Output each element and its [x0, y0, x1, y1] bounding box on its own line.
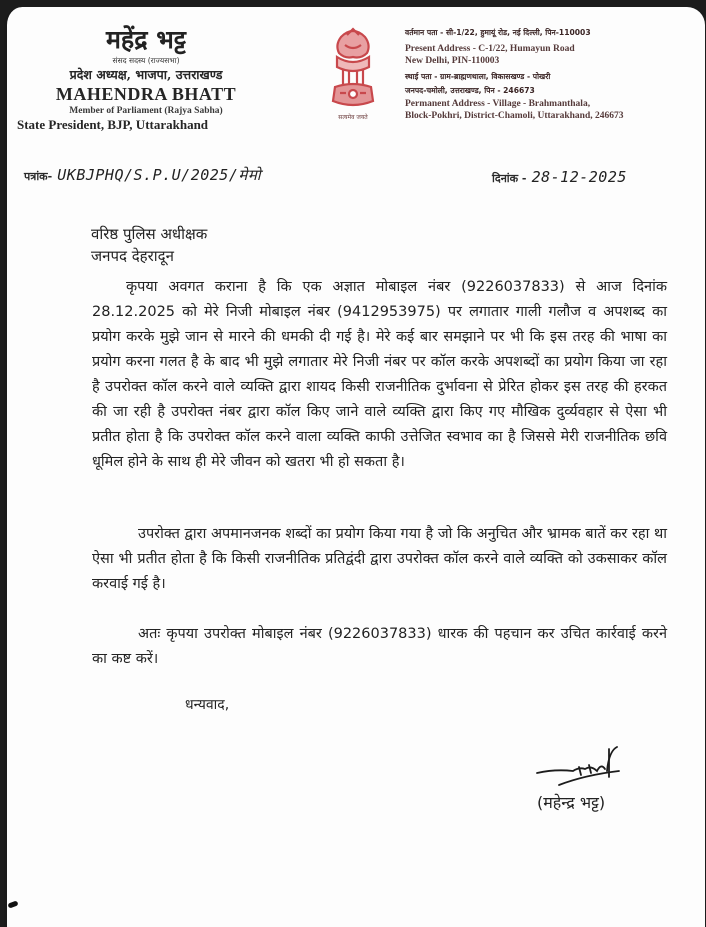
body-paragraph-2 — [92, 522, 667, 597]
signatory-name: (महेन्द्र भट्ट) — [537, 793, 606, 812]
present-address-english-line1: Present Address - C-1/22, Humayun Road — [405, 44, 575, 54]
present-address-hindi: वर्तमान पता - सी-1/22, हुमायूं रोड, नई दिल्ली, पिन-110003 — [405, 28, 591, 37]
letterhead-mp-hindi: संसद सदस्य (राज्यसभा) — [112, 56, 180, 65]
reference-number — [24, 165, 261, 185]
letterhead-addresses — [405, 26, 695, 122]
letterhead-mp-english: Member of Parliament (Rajya Sabha) — [69, 106, 223, 116]
permanent-address-english-line1: Permanent Address - Village - Brahmanthala, — [405, 99, 591, 109]
permanent-address-hindi-line2: जनपद-चमोली, उत्तराखण्ड, पिन - 246673 — [405, 86, 535, 95]
date-value: 28-12-2025 — [531, 168, 627, 186]
ink-mark — [7, 900, 18, 908]
letter-page — [4, 7, 705, 927]
letterhead-post-english: State President, BJP, Uttarakhand — [17, 117, 209, 132]
paragraph-text: उपरोक्त द्वारा अपमानजनक शब्दों का प्रयोग किया गया है जो कि अनुचित और भ्रामक बातें कर रहा था ऐसा भी प्रतीत होता है कि किसी राजनीतिक प्रतिद्वंदी द्वारा उपरोक्त कॉल करने वाले व्यक्ति को उकसाकर कॉल करवाई गई है। — [92, 526, 667, 592]
addressee-line2: जनपद देहरादून — [91, 247, 174, 265]
letter-date — [492, 167, 627, 186]
letterhead-post-hindi: प्रदेश अध्यक्ष, भाजपा, उत्तराखण्ड — [69, 67, 223, 82]
permanent-address-hindi-line1: स्थाई पता - ग्राम-ब्राह्मणथाला, विकासखण्ड - पोखरी — [405, 72, 551, 81]
letterhead-left — [17, 25, 275, 133]
closing-thanks: धन्यवाद, — [185, 697, 230, 713]
handwritten-signature — [535, 745, 627, 795]
reference-date-row — [24, 165, 664, 189]
date-label: दिनांक - — [492, 172, 527, 185]
ashoka-lion-emblem-icon — [323, 23, 383, 113]
paragraph-text: कृपया अवगत कराना है कि एक अज्ञात मोबाइल नंबर (9226037833) से आज दिनांक 28.12.2025 को मेरे निजी मोबाइल नंबर (9412953975) पर लगातार गाली गलौज व अपशब्द का प्रयोग करके मुझे जान से मारने की धमकी दी गई है। मेरे कई बार समझाने पर भी कि इस तरह की भाषा का प्रयोग करना गलत है के बाद भी मुझे लगातार मेरे निजी नंबर पर कॉल करके अपशब्दों का प्रयोग किया जा रहा है उपरोक्त कॉल करने वाले व्यक्ति द्वारा शायद किसी राजनीतिक दुर्भावना से प्रेरित होकर इस तरह की हरकत की जा रही है उपरोक्त नंबर द्वारा कॉल किए जाने वाले व्यक्ति द्वारा किए गए मौखिक दुर्व्यवहार से ऐसा भी प्रतीत होता है कि उपरोक्त कॉल करने वाला व्यक्ति काफी उत्तेजित स्वभाव का है जिससे मेरी राजनीतिक छवि धूमिल होने के साथ ही मेरे जीवन को खतरा भी हो सकता है। — [92, 279, 667, 470]
reference-value: UKBJPHQ/S.P.U/2025/मेमो — [57, 166, 262, 184]
addressee-line1: वरिष्ठ पुलिस अधीक्षक — [91, 225, 208, 243]
reference-label: पत्रांक- — [24, 170, 53, 183]
emblem-motto: सत्यमेव जयते — [338, 114, 368, 121]
body-paragraph-1 — [92, 275, 667, 475]
addressee — [91, 223, 207, 267]
present-address-english-line2: New Delhi, PIN-110003 — [405, 56, 500, 66]
permanent-address-english-line2: Block-Pokhri, District-Chamoli, Uttarakhand, 246673 — [405, 111, 624, 121]
national-emblem — [323, 23, 383, 127]
letterhead-name-english: MAHENDRA BHATT — [55, 84, 237, 104]
body-paragraph-3 — [92, 622, 667, 672]
letterhead-name-hindi: महेंद्र भट्ट — [105, 25, 186, 54]
paragraph-text: अतः कृपया उपरोक्त मोबाइल नंबर (9226037833) धारक की पहचान कर उचित कार्रवाई करने का कष्ट करें। — [92, 626, 667, 667]
